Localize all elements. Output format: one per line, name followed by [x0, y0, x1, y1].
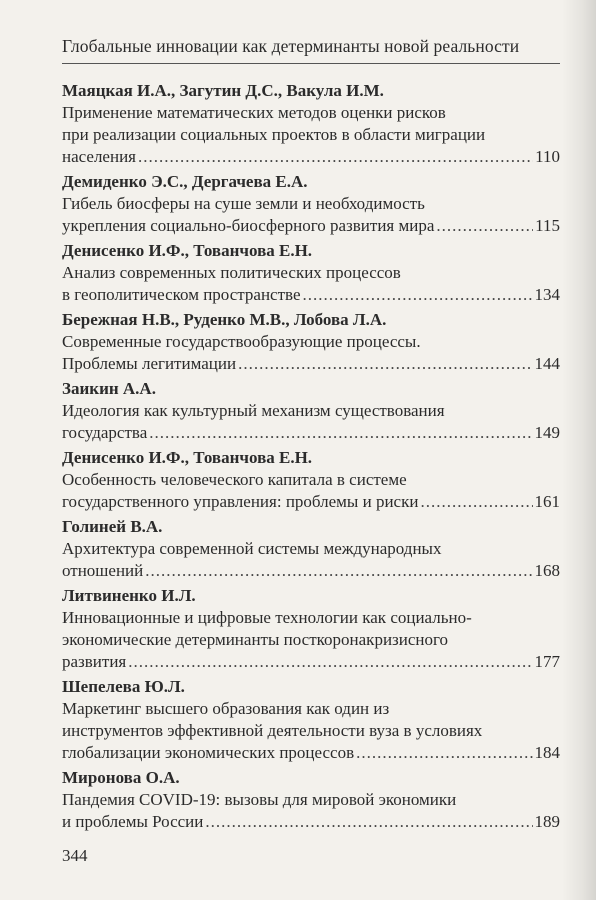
entry-page-number: 144 — [534, 354, 560, 373]
dot-leader — [436, 215, 533, 237]
entry-last-line — [62, 742, 560, 764]
entry-title-line: отношений — [62, 561, 144, 580]
entry-authors: Демиденко Э.С., Дергачева Е.А. — [62, 172, 308, 191]
entry-last-line — [62, 811, 560, 833]
toc-entry — [62, 585, 560, 673]
entry-last-line — [62, 560, 560, 582]
entry-title-line: населения — [62, 147, 136, 166]
entry-title-line: развития — [62, 652, 127, 671]
entry-page-number: 149 — [534, 423, 560, 442]
entry-title-line: Применение математических методов оценки рисков — [62, 103, 446, 122]
entry-authors: Заикин А.А. — [62, 379, 156, 398]
entry-last-line — [62, 284, 560, 306]
dot-leader — [356, 742, 532, 764]
dot-leader — [303, 284, 533, 306]
entry-page-number: 168 — [534, 561, 560, 580]
entry-authors: Шепелева Ю.Л. — [62, 677, 185, 696]
entry-title-line: при реализации социальных проектов в области миграции — [62, 125, 486, 144]
toc-entry — [62, 240, 560, 306]
entry-title-line: в геополитическом пространстве — [62, 285, 301, 304]
entry-page-number: 110 — [535, 147, 560, 166]
entry-title-line: экономические детерминанты посткоронакризисного — [62, 630, 449, 649]
entry-last-line — [62, 215, 560, 237]
entry-authors: Денисенко И.Ф., Тованчова Е.Н. — [62, 241, 313, 260]
toc-entry — [62, 171, 560, 237]
entry-title-line: Идеология как культурный механизм существования — [62, 401, 445, 420]
entry-title-line: инструментов эффективной деятельности вуза в условиях — [62, 721, 483, 740]
entry-title-line: государственного управления: проблемы и риски — [62, 492, 419, 511]
entry-title-line: глобализации экономических процессов — [62, 743, 355, 762]
entry-page-number: 189 — [534, 812, 560, 831]
entry-authors: Денисенко И.Ф., Тованчова Е.Н. — [62, 448, 313, 467]
dot-leader — [128, 651, 532, 673]
entry-authors: Литвиненко И.Л. — [62, 586, 196, 605]
page-number: 344 — [62, 846, 88, 865]
entry-last-line — [62, 422, 560, 444]
toc-entry — [62, 516, 560, 582]
entry-page-number: 177 — [534, 652, 560, 671]
entry-title-line: государства — [62, 423, 148, 442]
dot-leader — [205, 811, 532, 833]
entry-title-line: Современные государствообразующие процессы. — [62, 332, 421, 351]
entry-page-number: 115 — [535, 216, 560, 235]
running-head: Глобальные инновации как детерминанты новой реальности — [62, 36, 520, 56]
entry-title-line: Архитектура современной системы международных — [62, 539, 442, 558]
entry-last-line — [62, 353, 560, 375]
dot-leader — [138, 146, 533, 168]
entry-last-line — [62, 146, 560, 168]
entry-title-line: укрепления социально-биосферного развития мира — [62, 216, 435, 235]
entry-page-number: 184 — [534, 743, 560, 762]
table-of-contents — [62, 80, 560, 836]
toc-entry — [62, 447, 560, 513]
entry-title-line: Анализ современных политических процессов — [62, 263, 401, 282]
entry-title-line: Инновационные и цифровые технологии как социально- — [62, 608, 472, 627]
page-edge-shadow — [562, 0, 596, 900]
toc-entry — [62, 767, 560, 833]
dot-leader — [145, 560, 532, 582]
toc-entry — [62, 309, 560, 375]
entry-title-line: Проблемы легитимации — [62, 354, 237, 373]
entry-last-line — [62, 651, 560, 673]
entry-title-line: Маркетинг высшего образования как один из — [62, 699, 390, 718]
entry-title-line: Гибель биосферы на суше земли и необходимость — [62, 194, 425, 213]
toc-entry — [62, 676, 560, 764]
dot-leader — [238, 353, 532, 375]
entry-title-line: Пандемия COVID-19: вызовы для мировой экономики — [62, 790, 457, 809]
entry-authors: Миронова О.А. — [62, 768, 180, 787]
dot-leader — [149, 422, 532, 444]
entry-page-number: 134 — [534, 285, 560, 304]
toc-entry — [62, 378, 560, 444]
entry-authors: Бережная Н.В., Руденко М.В., Лобова Л.А. — [62, 310, 387, 329]
entry-authors: Голиней В.А. — [62, 517, 163, 536]
entry-authors: Маяцкая И.А., Загутин Д.С., Вакула И.М. — [62, 81, 384, 100]
header-rule — [62, 63, 560, 64]
entry-title-line: и проблемы России — [62, 812, 204, 831]
toc-entry — [62, 80, 560, 168]
entry-last-line — [62, 491, 560, 513]
entry-page-number: 161 — [534, 492, 560, 511]
dot-leader — [420, 491, 532, 513]
entry-title-line: Особенность человеческого капитала в системе — [62, 470, 407, 489]
